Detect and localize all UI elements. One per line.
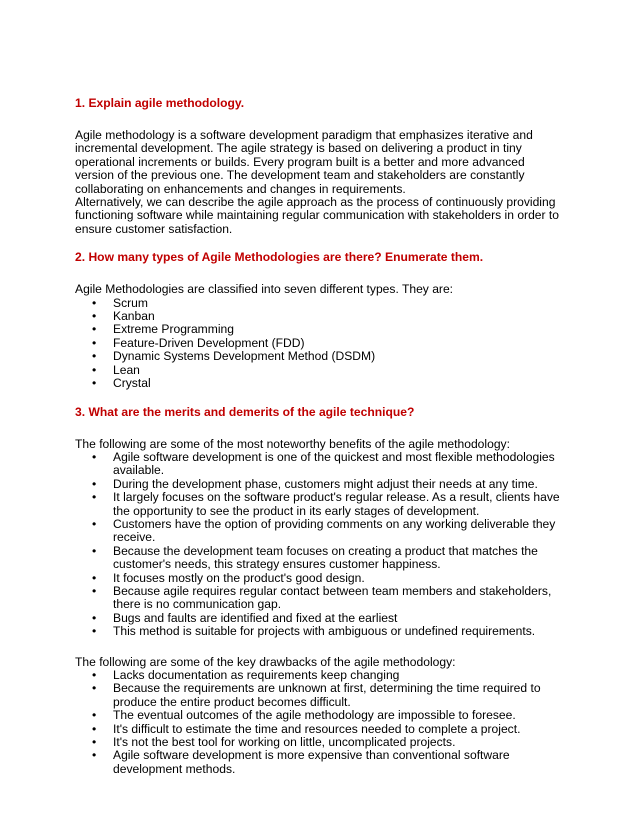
list-item: • Agile software development is more expensive than conventional software development methods. <box>75 749 565 776</box>
list-item: • Extreme Programming <box>75 323 565 336</box>
document-page <box>75 96 565 776</box>
list-item: • The eventual outcomes of the agile methodology are impossible to foresee. <box>75 709 565 722</box>
drawbacks-intro: The following are some of the key drawbacks of the agile methodology: <box>75 654 456 669</box>
list-item: • Lean <box>75 364 565 377</box>
section-1-heading: 1. Explain agile methodology. <box>75 96 245 110</box>
list-item: • Feature-Driven Development (FDD) <box>75 337 565 350</box>
list-item: • Bugs and faults are identified and fixed at the earliest <box>75 612 565 625</box>
section-2-intro: Agile Methodologies are classified into seven different types. They are: <box>75 282 454 297</box>
list-item: • Because the requirements are unknown at first, determining the time required to produce the entire product becomes difficult. <box>75 682 565 709</box>
section-1-paragraph-2: Alternatively, we can describe the agile approach as the process of continuously providing functioning software while maintaining regular communication with stakeholders in order to ensure customer satisfaction. <box>75 195 559 236</box>
list-item: • Scrum <box>75 297 565 310</box>
list-item: • It's difficult to estimate the time and resources needed to complete a project. <box>75 723 565 736</box>
list-item: • Lacks documentation as requirements keep changing <box>75 669 565 682</box>
list-item: • This method is suitable for projects with ambiguous or undefined requirements. <box>75 625 565 638</box>
list-item: • Because the development team focuses on creating a product that matches the customer's needs, this strategy ensures customer happiness. <box>75 545 565 572</box>
benefits-intro: The following are some of the most noteworthy benefits of the agile methodology: <box>75 436 510 451</box>
list-item: • Agile software development is one of the quickest and most flexible methodologies available. <box>75 451 565 478</box>
drawbacks-list <box>75 669 565 776</box>
list-item: • Customers have the option of providing comments on any working deliverable they receive. <box>75 518 565 545</box>
section-2-heading: 2. How many types of Agile Methodologies are there? Enumerate them. <box>75 250 484 265</box>
benefits-list <box>75 451 565 639</box>
list-item: • Because agile requires regular contact between team members and stakeholders, there is no communication gap. <box>75 585 565 612</box>
list-item: • It focuses mostly on the product's good design. <box>75 572 565 585</box>
list-item: • During the development phase, customers might adjust their needs at any time. <box>75 478 565 491</box>
list-item: • It's not the best tool for working on little, uncomplicated projects. <box>75 736 565 749</box>
list-item: • Dynamic Systems Development Method (DSDM) <box>75 350 565 363</box>
section-3-heading: 3. What are the merits and demerits of the agile technique? <box>75 404 415 419</box>
section-1-paragraph-1: Agile methodology is a software development paradigm that emphasizes iterative and incremental development. The agile strategy is based on delivering a product in tiny operational increments or builds. Every program built is a better and more advanced version of the previous one. The development team and stakeholders are constantly collaborating on enhancements and changes in requirements. <box>75 128 533 196</box>
methodology-types-list <box>75 297 565 391</box>
list-item: • Kanban <box>75 310 565 323</box>
list-item: • Crystal <box>75 377 565 390</box>
list-item: • It largely focuses on the software product's regular release. As a result, clients have the opportunity to see the product in its early stages of development. <box>75 491 565 518</box>
